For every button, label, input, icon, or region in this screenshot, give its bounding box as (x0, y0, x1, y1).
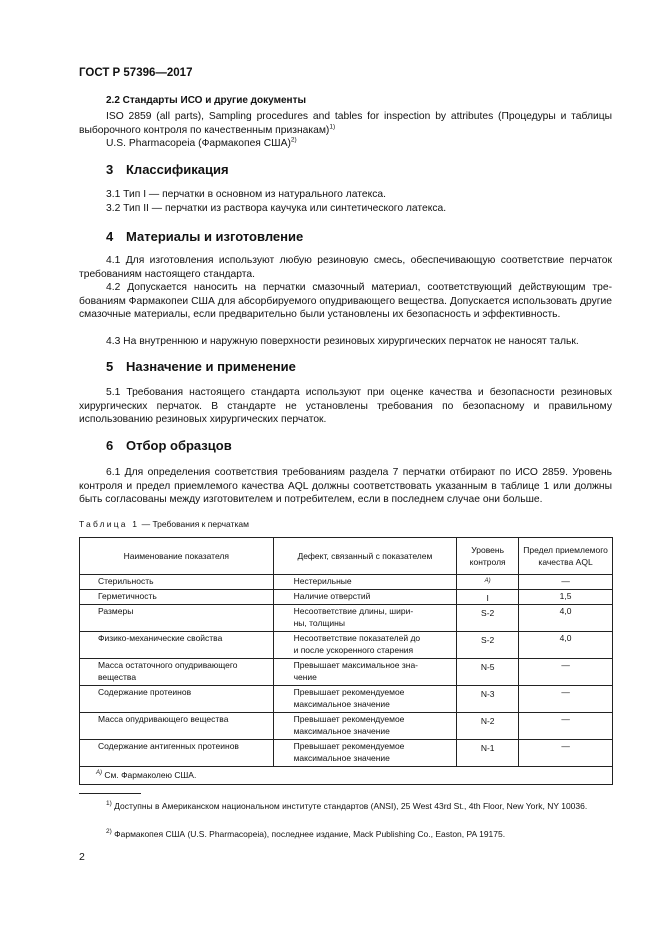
defect-line-b: чение (293, 671, 317, 682)
defect-cell (273, 739, 457, 766)
footnote-1: $^{1)}$ Доступны в Американском национальном институте стандартов (ANSI), 25 West 43rd St., 4th Floor, New York, NY 10036. (106, 800, 588, 811)
defect-line-b: и после ускоренного старения (293, 644, 414, 655)
reference-iso-2859: ISO 2859 (all parts), Sampling procedures and tables for inspection by attributes (Процедуры и таблицы выборочного контроля по качественным признакам)$^{1)}$ (79, 111, 612, 136)
control-level-cell: N-1 (457, 739, 519, 766)
aql-cell: — (519, 739, 613, 766)
defect-cell (273, 712, 457, 739)
table-note: $^{A)}$ См. Фармаколею США. (80, 766, 613, 784)
table-row (80, 604, 613, 631)
aql-cell: — (519, 575, 613, 590)
column-header: Уровень контроля (457, 538, 519, 575)
indicator-name-cell: Содержание протеинов (80, 685, 274, 712)
control-level-cell: I (457, 589, 519, 604)
defect-line-a: Несоответствие показателей до (293, 632, 421, 643)
page-number: 2 (79, 851, 85, 863)
aql-cell: 4,0 (519, 604, 613, 631)
defect-line-a: Нестерильные (293, 576, 352, 586)
defect-line-a: Превышает максимальное зна- (293, 659, 419, 670)
requirements-table (79, 537, 613, 785)
defect-line-b: максимальное значение (293, 725, 390, 736)
table-row (80, 712, 613, 739)
indicator-name-cell: Герметичность (80, 589, 274, 604)
control-level-cell: S-2 (457, 604, 519, 631)
indicator-name-cell: Масса остаточного опудривающего вещества (80, 658, 274, 685)
document-header: ГОСТ Р 57396—2017 (79, 67, 193, 79)
subsection-2-2-title: 2.2 Стандарты ИСО и другие документы (106, 95, 307, 106)
aql-cell: 1,5 (519, 589, 613, 604)
table-row (80, 658, 613, 685)
defect-cell (273, 604, 457, 631)
reference-usp: U.S. Pharmacopeia (Фармакопея США)$^{2)}$ (106, 136, 297, 149)
defect-line-a: Наличие отверстий (293, 590, 371, 601)
defect-line-a: Превышает рекомендуемое (293, 740, 405, 751)
indicator-name-cell: Стерильность (80, 575, 274, 590)
control-level-cell: N-3 (457, 685, 519, 712)
column-header: Дефект, связанный с показателем (273, 538, 457, 575)
paragraph-6-1: 6.1 Для определения соответствия требованиям раздела 7 перчатки отбирают по ИСО 2859. Уровень контроля и предел приемлемого качества AQL должны соответствовать указанным в таблице 1 или должны быть согласованы между изготовителем и потребителем, если в последнем случае они больше. (79, 467, 612, 506)
section-5-title: 5 Назначение и применение (106, 359, 296, 374)
defect-line-a: Превышает рекомендуемое (293, 686, 405, 697)
paragraph-4-2: 4.2 Допускается наносить на перчатки смазочный материал, соответствующий действующим требованиям Фармакопеи США для абсорбируемого опудривающего вещества. Допускается использовать другие смазочные материалы, если предварительно были установлены их безопасность и эффективность. (79, 282, 612, 321)
table-row (80, 739, 613, 766)
indicator-name-cell: Размеры (80, 604, 274, 631)
footnote-divider (79, 793, 141, 794)
paragraph-4-3: 4.3 На внутреннюю и наружную поверхности резиновых хирургических перчаток не наносят тальк. (106, 336, 579, 347)
table-row (80, 685, 613, 712)
defect-cell (273, 658, 457, 685)
section-3-title: 3 Классификация (106, 162, 229, 177)
defect-line-a: Превышает рекомендуемое (293, 713, 405, 724)
column-header: Наименование показателя (80, 538, 274, 575)
section-6-title: 6 Отбор образцов (106, 438, 232, 453)
indicator-name-cell: Физико-механические свойства (80, 631, 274, 658)
aql-cell: 4,0 (519, 631, 613, 658)
table-row (80, 631, 613, 658)
control-level-cell: N-2 (457, 712, 519, 739)
column-header: Предел приемлемого качества AQL (519, 538, 613, 575)
paragraph-3-2: 3.2 Тип II — перчатки из раствора каучука или синтетического латекса. (106, 203, 447, 214)
aql-cell: — (519, 712, 613, 739)
section-4-title: 4 Материалы и изготовление (106, 229, 304, 244)
paragraph-4-1: 4.1 Для изготовления используют любую резиновую смесь, обеспечивающую соответствие перчаток требованиям настоящего стандарта. (79, 255, 612, 280)
table-row (80, 575, 613, 590)
aql-cell: — (519, 685, 613, 712)
indicator-name-cell: Масса опудривающего вещества (80, 712, 274, 739)
defect-cell (273, 685, 457, 712)
defect-cell (273, 589, 457, 604)
paragraph-5-1: 5.1 Требования настоящего стандарта используют при оценке качества и безопасности резиновых хирургических перчаток. В стандарте не установлены требования по безопасному и правильному использованию резиновых хирургических перчаток. (79, 387, 612, 426)
defect-line-b: максимальное значение (293, 698, 390, 709)
control-level-cell: N-5 (457, 658, 519, 685)
defect-line-b: ны, толщины (293, 617, 345, 628)
defect-line-a: Несоответствие длины, шири- (293, 605, 414, 616)
defect-line-b: максимальное значение (293, 752, 390, 763)
indicator-name-cell: Содержание антигенных протеинов (80, 739, 274, 766)
control-level-cell: A) (457, 575, 519, 590)
table-row (80, 589, 613, 604)
paragraph-3-1: 3.1 Тип I — перчатки в основном из натурального латекса. (106, 189, 386, 200)
control-level-cell: S-2 (457, 631, 519, 658)
aql-cell: — (519, 658, 613, 685)
table-caption: Таблица 1 — Требования к перчаткам (79, 519, 249, 529)
defect-cell (273, 631, 457, 658)
defect-cell (273, 575, 457, 590)
footnote-2: $^{2)}$ Фармакопея США (U.S. Pharmacopeia), последнее издание, Mack Publishing Co., Easton, PA 19175. (106, 828, 506, 839)
